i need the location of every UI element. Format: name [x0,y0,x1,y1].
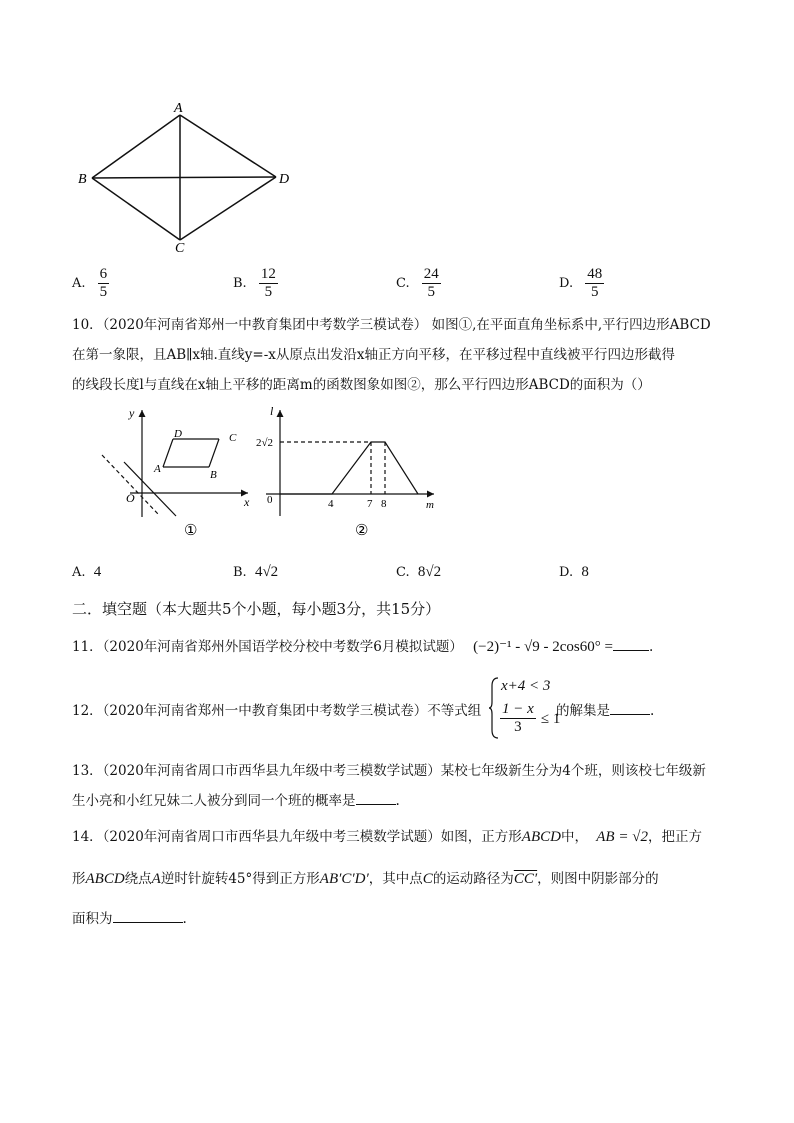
fig1-c-label: C [229,432,237,444]
q10-figure-1 [88,402,263,542]
fig2-m-label: m [426,499,434,511]
fig1-a-label: A [154,463,161,475]
q10-option-a: A. 4 [72,564,102,580]
fig1-caption: ① [184,523,198,539]
q13-line-1: 13．（2020年河南省周口市西华县九年级中考三模数学试题）某校七年级新生分为4个班，则该校七年级新 [72,763,706,779]
q11-expression: (−2)⁻¹ - √9 - 2cos60° = [473,639,613,655]
fig2-peak-label: 2√2 [256,437,274,449]
fig2-l-label: l [270,404,274,418]
q13-answer-blank[interactable] [356,790,396,805]
label-d: D [279,172,290,187]
q14-line-1: 14．（2020年河南省周口市西华县九年级中考三模数学试题）如图，正方形ABCD中， AB = √2，把正方 [72,829,702,845]
fig1-x-label: x [244,495,250,509]
q13-line-2: 生小亮和小红兄妹二人被分到同一个班的概率是 . [72,790,400,812]
q12-answer-blank[interactable] [610,700,650,715]
fig2-tick-7: 7 [367,498,373,510]
q9-option-d: D. $\frac{48}{5}$ [559,266,603,300]
q10-line-1: 10．（2020年河南省郑州一中教育集团中考数学三模试卷） 如图①,在平面直角坐标系中,平行四边形ABCD [72,317,711,333]
q14-line-2: 形ABCD绕点A逆时针旋转45°得到正方形AB′C′D′，其中点C的运动路径为CC′，则图中阴影部分的 [72,871,659,887]
q10-option-d: D. 8 [559,564,589,580]
q12-suffix: 的解集是 . [556,700,654,722]
q12-inequality-1: x+4 < 3 [501,678,551,694]
fig2-caption: ② [355,523,369,539]
fig1-origin-label: O [126,491,135,505]
label-b: B [78,172,87,187]
q10-figure-2 [252,402,447,542]
q11: 11．（2020年河南省郑州外国语学校分校中考数学6月模拟试题） (−2)⁻¹ - √9 - 2cos60° = . [72,636,653,658]
q14-line-3: 面积为 . [72,908,187,930]
fig1-y-label: y [129,406,135,420]
q12: 12．（2020年河南省郑州一中教育集团中考数学三模试卷）不等式组 [72,703,482,719]
q9-option-b: B. $\frac{12}{5}$ [233,266,276,300]
q12-inequality-2: $\frac{1 - x}{3}$ ≤ 1 [502,701,561,735]
label-c: C [175,241,185,256]
q9-option-a: A. $\frac{6}{5}$ [72,266,108,300]
fig1-d-label: D [174,428,182,440]
q11-answer-blank[interactable] [613,636,649,651]
q10-line-2: 在第一象限，且AB∥x轴.直线y=-x从原点出发沿x轴正方向平移，在平移过程中直线被平行四边形截得 [72,347,676,363]
q10-line-3: 的线段长度l与直线在x轴上平移的距离m的函数图象如图②，那么平行四边形ABCD的面积为（） [72,377,651,393]
q10-option-c: C. 8√2 [396,564,442,580]
fig2-origin-label: 0 [267,494,273,506]
q9-option-c: C. $\frac{24}{5}$ [396,266,439,300]
section-2-heading: 二．填空题（本大题共5个小题，每小题3分，共15分） [72,600,441,618]
q14-answer-blank[interactable] [113,908,183,923]
q10-option-b: B. 4√2 [233,564,279,580]
arc-cc-prime: CC′ [513,871,538,887]
fig2-tick-8: 8 [381,498,387,510]
rhombus-figure [70,100,300,260]
fig2-tick-4: 4 [328,498,334,510]
fig1-b-label: B [210,469,217,481]
q12-brace [488,676,500,740]
label-a: A [174,101,183,116]
